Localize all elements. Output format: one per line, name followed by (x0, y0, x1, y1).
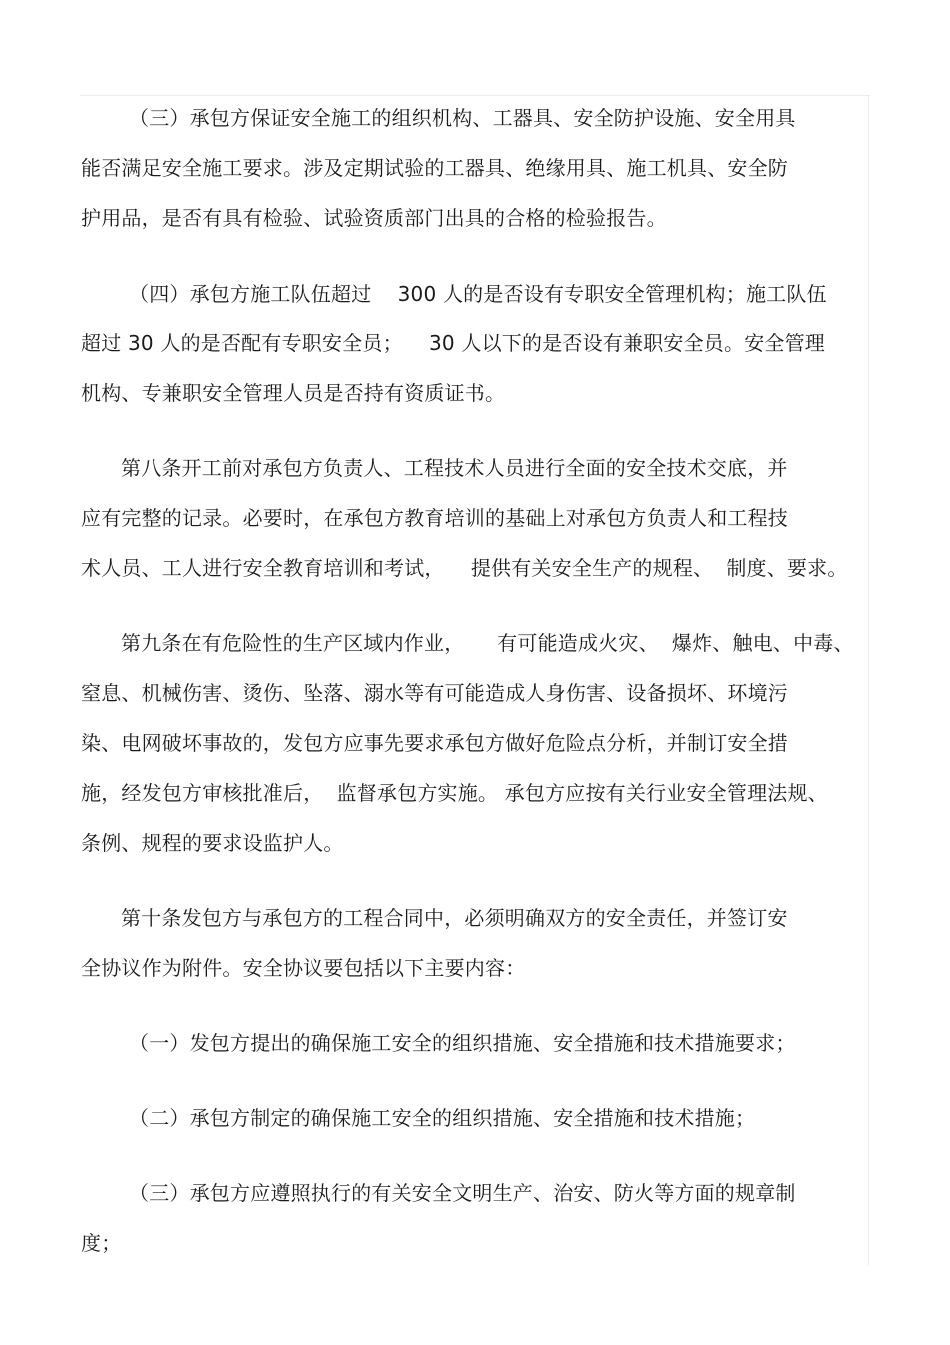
text-line: 条例、规程的要求设监护人。 (81, 831, 344, 855)
text-line: 度； (81, 1231, 122, 1255)
text-line: （三）承包方保证安全施工的组织机构、工器具、安全防护设施、安全用具 (129, 106, 796, 130)
text-line: 全协议作为附件。安全协议要包括以下主要内容： (81, 956, 526, 980)
text-line: （四）承包方施工队伍超过 300 人的是否设有专职安全管理机构；施工队伍 (129, 282, 827, 306)
text-line: 染、电网破坏事故的，发包方应事先要求承包方做好危险点分析，并制订安全措 (81, 731, 788, 755)
text-line: 护用品，是否有具有检验、试验资质部门出具的合格的检验报告。 (81, 206, 667, 230)
text-line: （二）承包方制定的确保施工安全的组织措施、安全措施和技术措施； (129, 1106, 756, 1130)
text-line: 应有完整的记录。必要时，在承包方教育培训的基础上对承包方负责人和工程技 (81, 506, 788, 530)
text-line: 第八条开工前对承包方负责人、工程技术人员进行全面的安全技术交底，并 (121, 456, 788, 480)
text-line: 术人员、工人进行安全教育培训和考试， 提供有关安全生产的规程、 制度、要求。 (81, 556, 848, 580)
text-line: 超过 30 人的是否配有专职安全员； 30 人以下的是否设有兼职安全员。安全管理 (81, 331, 825, 355)
text-line: （一）发包方提出的确保施工安全的组织措施、安全措施和技术措施要求； (129, 1031, 796, 1055)
text-line: 能否满足安全施工要求。涉及定期试验的工器具、绝缘用具、施工机具、安全防 (81, 156, 788, 180)
text-line: 施，经发包方审核批准后， 监督承包方实施。 承包方应按有关行业安全管理法规、 (81, 781, 828, 805)
text-line: 机构、专兼职安全管理人员是否持有资质证书。 (81, 381, 506, 405)
top-border-line (80, 95, 870, 96)
right-border-line (868, 95, 869, 1265)
text-line: 窒息、机械伤害、烫伤、坠落、溺水等有可能造成人身伤害、设备损坏、环境污 (81, 681, 788, 705)
text-line: 第九条在有危险性的生产区域内作业， 有可能造成火灾、 爆炸、触电、中毒、 (121, 631, 854, 655)
text-line: 第十条发包方与承包方的工程合同中，必须明确双方的安全责任，并签订安 (121, 906, 788, 930)
text-line: （三）承包方应遵照执行的有关安全文明生产、治安、防火等方面的规章制 (129, 1181, 796, 1205)
